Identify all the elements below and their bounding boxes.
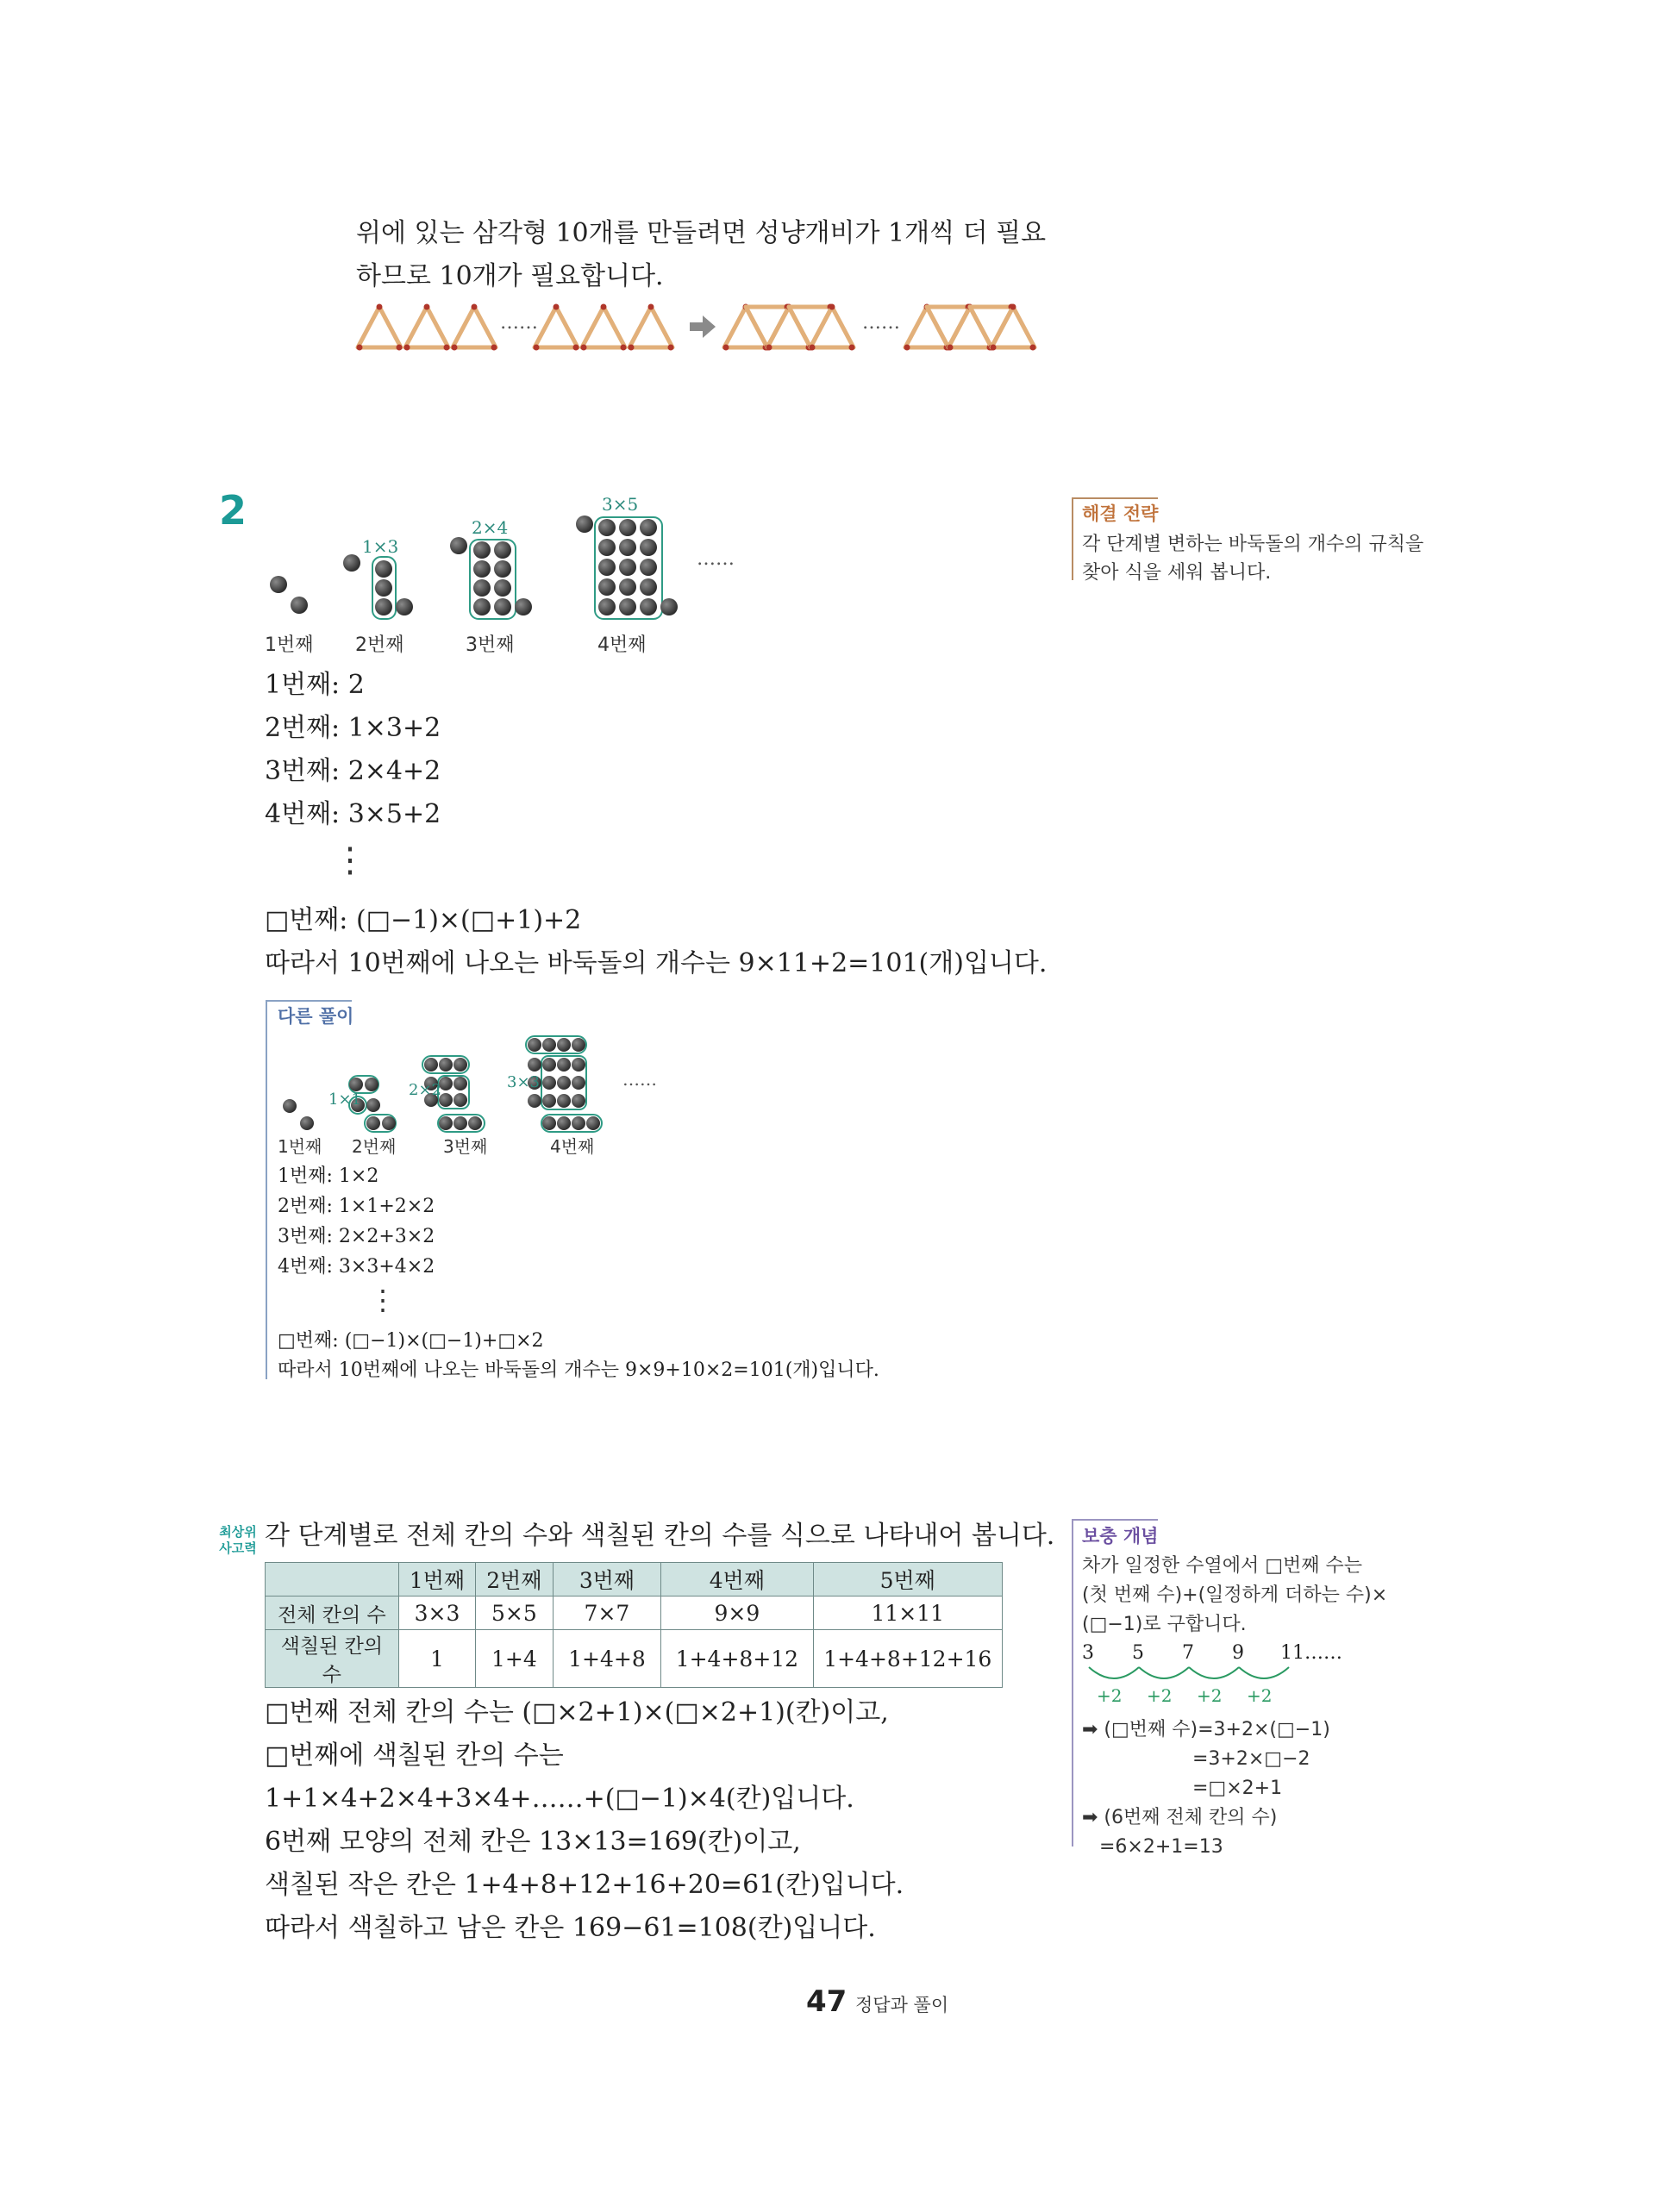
table-row-header: 전체 칸의 수 — [266, 1597, 399, 1630]
fig2-mult-3: 3×5 — [602, 494, 639, 515]
intro-ellipsis-1: …… — [500, 312, 538, 334]
alt-vdots: ⋮ — [369, 1284, 397, 1316]
fig2-label-2: 2번째 — [355, 634, 404, 656]
matchstick-triangles-figure — [353, 300, 1060, 352]
alt-fig-mult-3: 3×3 — [507, 1073, 540, 1091]
derivation-line-1: ➡ (□번째 수)=3+2×(□−1) — [1082, 1719, 1330, 1740]
alt-solution-bar-top — [266, 1000, 352, 1002]
triangle-6 — [629, 304, 674, 351]
table-header-row — [266, 1563, 1003, 1597]
table-cell: 3×3 — [398, 1597, 475, 1630]
fig2-ellipsis: …… — [697, 548, 735, 570]
footer-section: 정답과 풀이 — [855, 1995, 949, 2015]
problem3-line-1: □번째 전체 칸의 수는 (□×2+1)×(□×2+1)(칸)이고, — [265, 1697, 889, 1728]
side-note-bar — [1072, 497, 1073, 580]
fig2-label-4: 4번째 — [597, 634, 647, 656]
badge-top: 최상위 — [219, 1524, 257, 1540]
table-header-cell: 1번째 — [398, 1563, 475, 1597]
sequence-term: 3 — [1082, 1642, 1094, 1664]
problem3-line-2: □번째에 색칠된 칸의 수는 — [265, 1740, 564, 1771]
go-stones-figure — [263, 491, 746, 621]
step-3: 3번째: 2×4+2 — [265, 756, 441, 786]
concept-note-bar-top — [1072, 1519, 1158, 1521]
alt-fig-ellipsis: …… — [622, 1069, 657, 1090]
table-cell: 1+4+8+12+16 — [813, 1630, 1002, 1688]
problem3-line-3: 1+1×4+2×4+3×4+……+(□−1)×4(칸)입니다. — [265, 1784, 854, 1814]
table-cell: 11×11 — [813, 1597, 1002, 1630]
intro-ellipsis-2: …… — [862, 312, 900, 334]
problem3-intro: 각 단계별로 전체 칸의 수와 색칠된 칸의 수를 식으로 나타내어 봅니다. — [265, 1521, 1055, 1551]
problem3-line-6: 따라서 색칠하고 남은 칸은 169−61=108(칸)입니다. — [265, 1913, 876, 1943]
alt-go-stones-figure — [276, 1030, 638, 1142]
strategy-line-2: 찾아 식을 세워 봅니다. — [1082, 562, 1272, 584]
problem3-line-4: 6번째 모양의 전체 칸은 13×13=169(칸)이고, — [265, 1827, 801, 1857]
strip-triangle-5 — [810, 304, 855, 351]
alt-step-1: 1번째: 1×2 — [278, 1165, 379, 1187]
alt-fig-mult-1: 1×1 — [328, 1090, 361, 1109]
table-cell: 9×9 — [661, 1597, 813, 1630]
badge-bottom: 사고력 — [219, 1540, 257, 1556]
intro-line-2: 하므로 10개가 필요합니다. — [356, 261, 664, 291]
alt-solution-title: 다른 풀이 — [278, 1006, 354, 1027]
sequence-term: 7 — [1182, 1642, 1194, 1664]
triangle-2 — [404, 304, 450, 351]
fig2-label-1: 1번째 — [265, 634, 314, 656]
side-note-bar-top — [1072, 497, 1158, 499]
table-cell: 7×7 — [553, 1597, 661, 1630]
problem3-line-5: 색칠된 작은 칸은 1+4+8+12+16+20=61(칸)입니다. — [265, 1870, 904, 1900]
sequence-term: 5 — [1132, 1642, 1144, 1664]
triangle-4 — [534, 304, 579, 351]
strategy-line-1: 각 단계별 변하는 바둑돌의 개수의 규칙을 — [1082, 534, 1424, 555]
alt-step-2: 2번째: 1×1+2×2 — [278, 1196, 435, 1217]
step-2: 2번째: 1×3+2 — [265, 713, 441, 743]
strategy-title: 해결 전략 — [1082, 503, 1159, 524]
derivation-line-4: ➡ (6번째 전체 칸의 수) — [1082, 1807, 1278, 1828]
alt-step-4: 4번째: 3×3+4×2 — [278, 1256, 435, 1278]
table-header-cell: 4번째 — [661, 1563, 813, 1597]
derivation-line-5: =6×2+1=13 — [1099, 1836, 1223, 1858]
concept-line-2: (첫 번째 수)+(일정하게 더하는 수)× — [1082, 1584, 1388, 1606]
sequence-diff: +2 — [1247, 1685, 1273, 1706]
fig2-mult-1: 1×3 — [362, 536, 399, 557]
alt-general-formula: □번째: (□−1)×(□−1)+□×2 — [278, 1330, 544, 1352]
concept-title: 보충 개념 — [1082, 1526, 1159, 1547]
concept-note-bar — [1072, 1519, 1073, 1846]
sequence-term: 9 — [1232, 1642, 1244, 1664]
page-number: 47 — [806, 1984, 848, 2019]
triangle-1 — [357, 304, 403, 351]
strip-triangle-10 — [991, 304, 1036, 351]
sequence-diff: +2 — [1147, 1685, 1173, 1706]
table-cell: 1+4+8 — [553, 1630, 661, 1688]
derivation-line-2: =3+2×□−2 — [1192, 1748, 1310, 1770]
arrow-right-icon — [690, 316, 716, 338]
sequence-diff: +2 — [1097, 1685, 1123, 1706]
derivation-line-3: =□×2+1 — [1192, 1778, 1283, 1799]
fig2-mult-2: 2×4 — [472, 517, 509, 538]
alt-step-3: 3번째: 2×2+3×2 — [278, 1226, 435, 1247]
alt-fig-mult-2: 2×2 — [409, 1081, 441, 1099]
concept-line-3: (□−1)로 구합니다. — [1082, 1614, 1247, 1635]
table-header-cell — [266, 1563, 399, 1597]
table-header-cell: 3번째 — [553, 1563, 661, 1597]
alt-fig-label-3: 3번째 — [443, 1136, 488, 1157]
triangle-5 — [581, 304, 627, 351]
cell-count-table — [265, 1562, 1003, 1688]
sequence-diff: +2 — [1197, 1685, 1223, 1706]
sequence-term: 11…… — [1280, 1642, 1342, 1664]
table-cell: 1+4+8+12 — [661, 1630, 813, 1688]
alt-fig-label-2: 2번째 — [352, 1136, 397, 1157]
fig2-label-3: 3번째 — [466, 634, 515, 656]
alt-solution-bar — [266, 1000, 267, 1379]
problem-number-2: 2 — [219, 487, 247, 534]
concept-line-1: 차가 일정한 수열에서 □번째 수는 — [1082, 1555, 1363, 1577]
table-header-cell: 5번째 — [813, 1563, 1002, 1597]
table-cell: 1 — [398, 1630, 475, 1688]
vdots: ⋮ — [333, 840, 367, 880]
intro-line-1: 위에 있는 삼각형 10개를 만들려면 성냥개비가 1개씩 더 필요 — [356, 218, 1047, 248]
triangle-3 — [452, 304, 497, 351]
table-cell: 1+4 — [476, 1630, 553, 1688]
table-row-header: 색칠된 칸의 수 — [266, 1630, 399, 1688]
alt-fig-label-4: 4번째 — [550, 1136, 595, 1157]
step-4: 4번째: 3×5+2 — [265, 799, 441, 829]
table-header-cell: 2번째 — [476, 1563, 553, 1597]
table-row — [266, 1630, 1003, 1688]
alt-conclusion: 따라서 10번째에 나오는 바둑돌의 개수는 9×9+10×2=101(개)입니다. — [278, 1359, 879, 1381]
general-formula: □번째: (□−1)×(□+1)+2 — [265, 905, 582, 935]
step-1: 1번째: 2 — [265, 670, 365, 700]
conclusion: 따라서 10번째에 나오는 바둑돌의 개수는 9×11+2=101(개)입니다. — [265, 948, 1048, 978]
alt-fig-label-1: 1번째 — [278, 1136, 322, 1157]
table-cell: 5×5 — [476, 1597, 553, 1630]
table-row — [266, 1597, 1003, 1630]
